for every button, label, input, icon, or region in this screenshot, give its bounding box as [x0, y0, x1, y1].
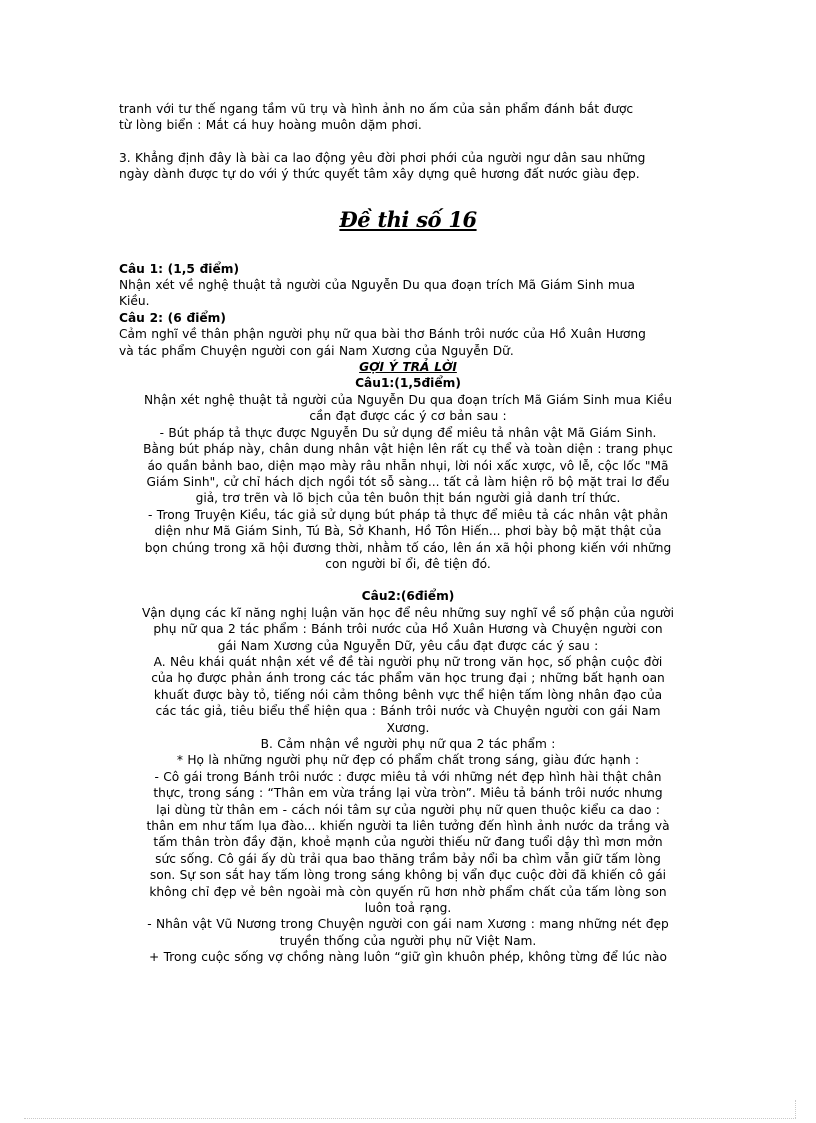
answer-1-line: bọn chúng trong xã hội đương thời, nhằm tố cáo, lên án xã hội phong kiến với những [144, 540, 672, 555]
answer-2-line: khuất được bày tỏ, tiếng nói cảm thông bênh vực thể hiện tấm lòng nhân đạo của [153, 687, 663, 702]
question-1-label: Câu 1: (1,5 điểm) [119, 261, 240, 276]
answer-2-line: các tác giả, tiêu biểu thể hiện qua : Bánh trôi nước và Chuyện người con gái Nam [155, 704, 661, 719]
answer-1-line: Nhận xét nghệ thuật tả người của Nguyễn Du qua đoạn trích Mã Giám Sinh mua Kiều [144, 392, 672, 407]
intro-line: 3. Khẳng định đây là bài ca lao động yêu đời phơi phới của người ngư dân sau những [119, 150, 646, 165]
answer-2-line: son. Sự son sắt hay tấm lòng trong sáng không bị vẩn đục cuộc đời đã khiến cô gái [149, 868, 667, 883]
answer-2-line: tấm thân tròn đầy đặn, khoẻ mạnh của người thiếu nữ đang tuổi dậy thì mơn mởn [153, 835, 663, 850]
page-border-bottom [24, 1118, 796, 1119]
intro-line: ngày dành được tự do với ý thức quyết tâm xây dựng quê hương đất nước giàu đẹp. [119, 167, 640, 182]
answer-2-line: Vận dụng các kĩ năng nghị luận văn học để nêu những suy nghĩ về số phận của người [141, 605, 675, 620]
intro-line: tranh với tư thế ngang tầm vũ trụ và hình ảnh no ấm của sản phẩm đánh bắt được [119, 102, 634, 116]
answer-2-label: Câu2:(6điểm) [361, 589, 455, 604]
answer-1-label: Câu1:(1,5điểm) [355, 376, 461, 391]
intro-line: từ lòng biển : Mắt cá huy hoàng muôn dặm phơi. [119, 118, 422, 133]
question-2-text: và tác phẩm Chuyện người con gái Nam Xương của Nguyễn Dữ. [119, 343, 514, 358]
answer-2-line: thực, trong sáng : “Thân em vừa trắng lại vừa tròn”. Miêu tả bánh trôi nước nhưng [153, 786, 663, 801]
answer-1-line: giả, trơ trẽn và lõ bịch của tên buôn thịt bán người giả danh trí thức. [195, 491, 621, 506]
exam-title: Đề thi số 16 [339, 206, 477, 232]
answer-2-line: không chỉ đẹp vẻ bên ngoài mà còn quyến rũ hơn nhờ phẩm chất của tấm lòng son [149, 884, 667, 899]
question-2-text: Cảm nghĩ về thân phận người phụ nữ qua bài thơ Bánh trôi nước của Hồ Xuân Hương [119, 327, 646, 342]
question-1-text: Nhận xét về nghệ thuật tả người của Nguyễn Du qua đoạn trích Mã Giám Sinh mua [119, 278, 635, 293]
question-2-label: Câu 2: (6 điểm) [119, 310, 226, 325]
answer-1-line: áo quần bảnh bao, diện mạo mày râu nhẵn nhụi, lời nói xấc xược, vô lễ, cộc lốc "Mã [147, 458, 669, 473]
answer-2-line: luôn toả rạng. [364, 901, 452, 916]
answer-2-line: Xương. [386, 720, 430, 735]
question-1-text: Kiều. [119, 294, 150, 309]
answer-1-line: Giám Sinh", cử chỉ hách dịch ngồi tót sỗ sàng... tất cả làm hiện rõ bộ mặt trai lơ đểu [146, 474, 670, 489]
answer-2-line: gái Nam Xương của Nguyễn Dữ, yêu cầu đạt được các ý sau : [217, 638, 599, 653]
answer-1-line: - Trong Truyện Kiều, tác giả sử dụng bút pháp tả thực để miêu tả các nhân vật phản [148, 507, 668, 522]
page-border-right [795, 1100, 796, 1118]
answer-2-line: lại dùng từ thân em - cách nói tâm sự của người phụ nữ quen thuộc kiểu ca dao : [156, 802, 660, 817]
answer-2-line: phụ nữ qua 2 tác phẩm : Bánh trôi nước của Hồ Xuân Hương và Chuyện người con [153, 622, 663, 637]
answer-2-line: truyền thống của người phụ nữ Việt Nam. [279, 933, 537, 948]
answer-1-line: diện như Mã Giám Sinh, Tú Bà, Sở Khanh, Hồ Tôn Hiến... phơi bày bộ mặt thật của [154, 524, 662, 539]
answer-2-line: A. Nêu khái quát nhận xét về đề tài người phụ nữ trong văn học, số phận cuộc đời [153, 654, 663, 669]
answer-2-line: - Nhân vật Vũ Nương trong Chuyện người con gái nam Xương : mang những nét đẹp [147, 917, 669, 932]
answer-2-line: B. Cảm nhận về người phụ nữ qua 2 tác phẩm : [260, 737, 556, 751]
answer-2-line: sức sống. Cô gái ấy dù trải qua bao thăng trầm bảy nổi ba chìm vẫn giữ tấm lòng [155, 851, 661, 866]
answer-1-line: cần đạt được các ý cơ bản sau : [309, 409, 507, 424]
document-body [119, 101, 697, 966]
answer-1-line: - Bút pháp tả thực được Nguyễn Du sử dụng để miêu tả nhân vật Mã Giám Sinh. [159, 425, 657, 440]
answer-2-line: * Họ là những người phụ nữ đẹp có phẩm chất trong sáng, giàu đức hạnh : [176, 753, 640, 768]
answer-2-line: - Cô gái trong Bánh trôi nước : được miêu tả với những nét đẹp hình hài thật chân [154, 769, 662, 784]
answer-2-line: + Trong cuộc sống vợ chồng nàng luôn “giữ gìn khuôn phép, không từng để lúc nào [149, 950, 667, 965]
answer-2-line: của họ được phản ánh trong các tác phẩm văn học trung đại ; những bất hạnh oan [151, 671, 665, 686]
answer-2-line: thân em như tấm lụa đào... khiến người ta liên tưởng đến hình ảnh nước da trắng và [146, 819, 670, 834]
answer-1-line: Bằng bút pháp này, chân dung nhân vật hiện lên rất cụ thể và toàn diện : trang phục [143, 442, 673, 457]
answer-hint-title: GỢI Ý TRẢ LỜI [359, 360, 457, 375]
answer-1-line: con người bỉ ổi, đê tiện đó. [325, 556, 491, 571]
